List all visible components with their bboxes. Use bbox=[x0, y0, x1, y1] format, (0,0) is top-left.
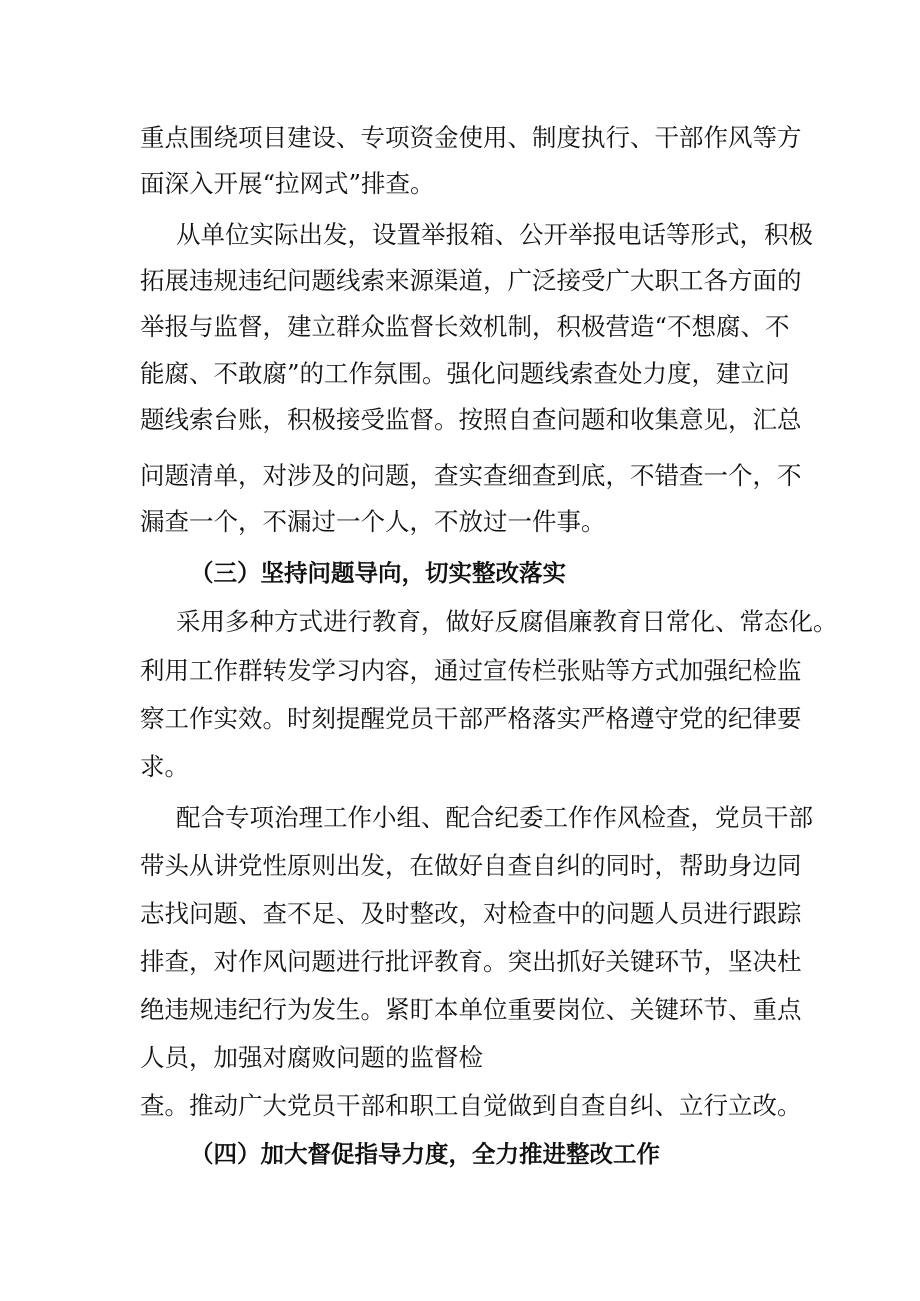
paragraph-line: 举报与监督，建立群众监督长效机制，积极营造“不想腐、不 bbox=[140, 312, 790, 341]
paragraph-line: 志找问题、查不足、及时整改，对检查中的问题人员进行跟踪 bbox=[140, 899, 802, 928]
paragraph-line: 带头从讲党性原则出发，在做好自查自纠的同时，帮助身边同 bbox=[140, 851, 802, 880]
paragraph-line: 排查，对作风问题进行批评教育。突出抓好关键环节，坚决杜 bbox=[140, 947, 802, 976]
section-heading: （三）坚持问题导向，切实整改落实 bbox=[190, 559, 566, 587]
paragraph-line: 重点围绕项目建设、专项资金使用、制度执行、干部作风等方 bbox=[140, 123, 802, 152]
paragraph-line: 拓展违规违纪问题线索来源渠道，广泛接受广大职工各方面的 bbox=[140, 266, 802, 295]
paragraph-line: 利用工作群转发学习内容，通过宣传栏张贴等方式加强纪检监 bbox=[140, 656, 802, 685]
paragraph-line: 从单位实际出发，设置举报箱、公开举报电话等形式，积极 bbox=[176, 220, 813, 249]
paragraph-line: 查。推动广大党员干部和职工自觉做到自查自纠、立行立改。 bbox=[140, 1091, 802, 1120]
paragraph-line: 漏查一个，不漏过一个人，不放过一件事。 bbox=[140, 507, 606, 536]
section-heading: （四）加大督促指导力度，全力推进整改工作 bbox=[190, 1140, 660, 1168]
paragraph-line: 面深入开展“拉网式”排查。 bbox=[140, 169, 435, 198]
paragraph-line: 问题清单，对涉及的问题，查实查细查到底，不错查一个，不 bbox=[140, 461, 802, 490]
paragraph-line: 绝违规违纪行为发生。紧盯本单位重要岗位、关键环节、重点 bbox=[140, 995, 802, 1024]
paragraph-line: 配合专项治理工作小组、配合纪委工作作风检查，党员干部 bbox=[176, 803, 813, 832]
paragraph-line: 察工作实效。时刻提醒党员干部严格落实严格遵守党的纪律要 bbox=[140, 704, 802, 733]
paragraph-line: 题线索台账，积极接受监督。按照自查问题和收集意见，汇总 bbox=[140, 405, 802, 434]
paragraph-line: 能腐、不敢腐”的工作氛围。强化问题线索查处力度，建立问 bbox=[140, 359, 790, 388]
paragraph-line: 人员，加强对腐败问题的监督检 bbox=[140, 1043, 483, 1072]
paragraph-line: 采用多种方式进行教育，做好反腐倡廉教育日常化、常态化。 bbox=[176, 607, 838, 636]
paragraph-line: 求。 bbox=[140, 752, 189, 781]
